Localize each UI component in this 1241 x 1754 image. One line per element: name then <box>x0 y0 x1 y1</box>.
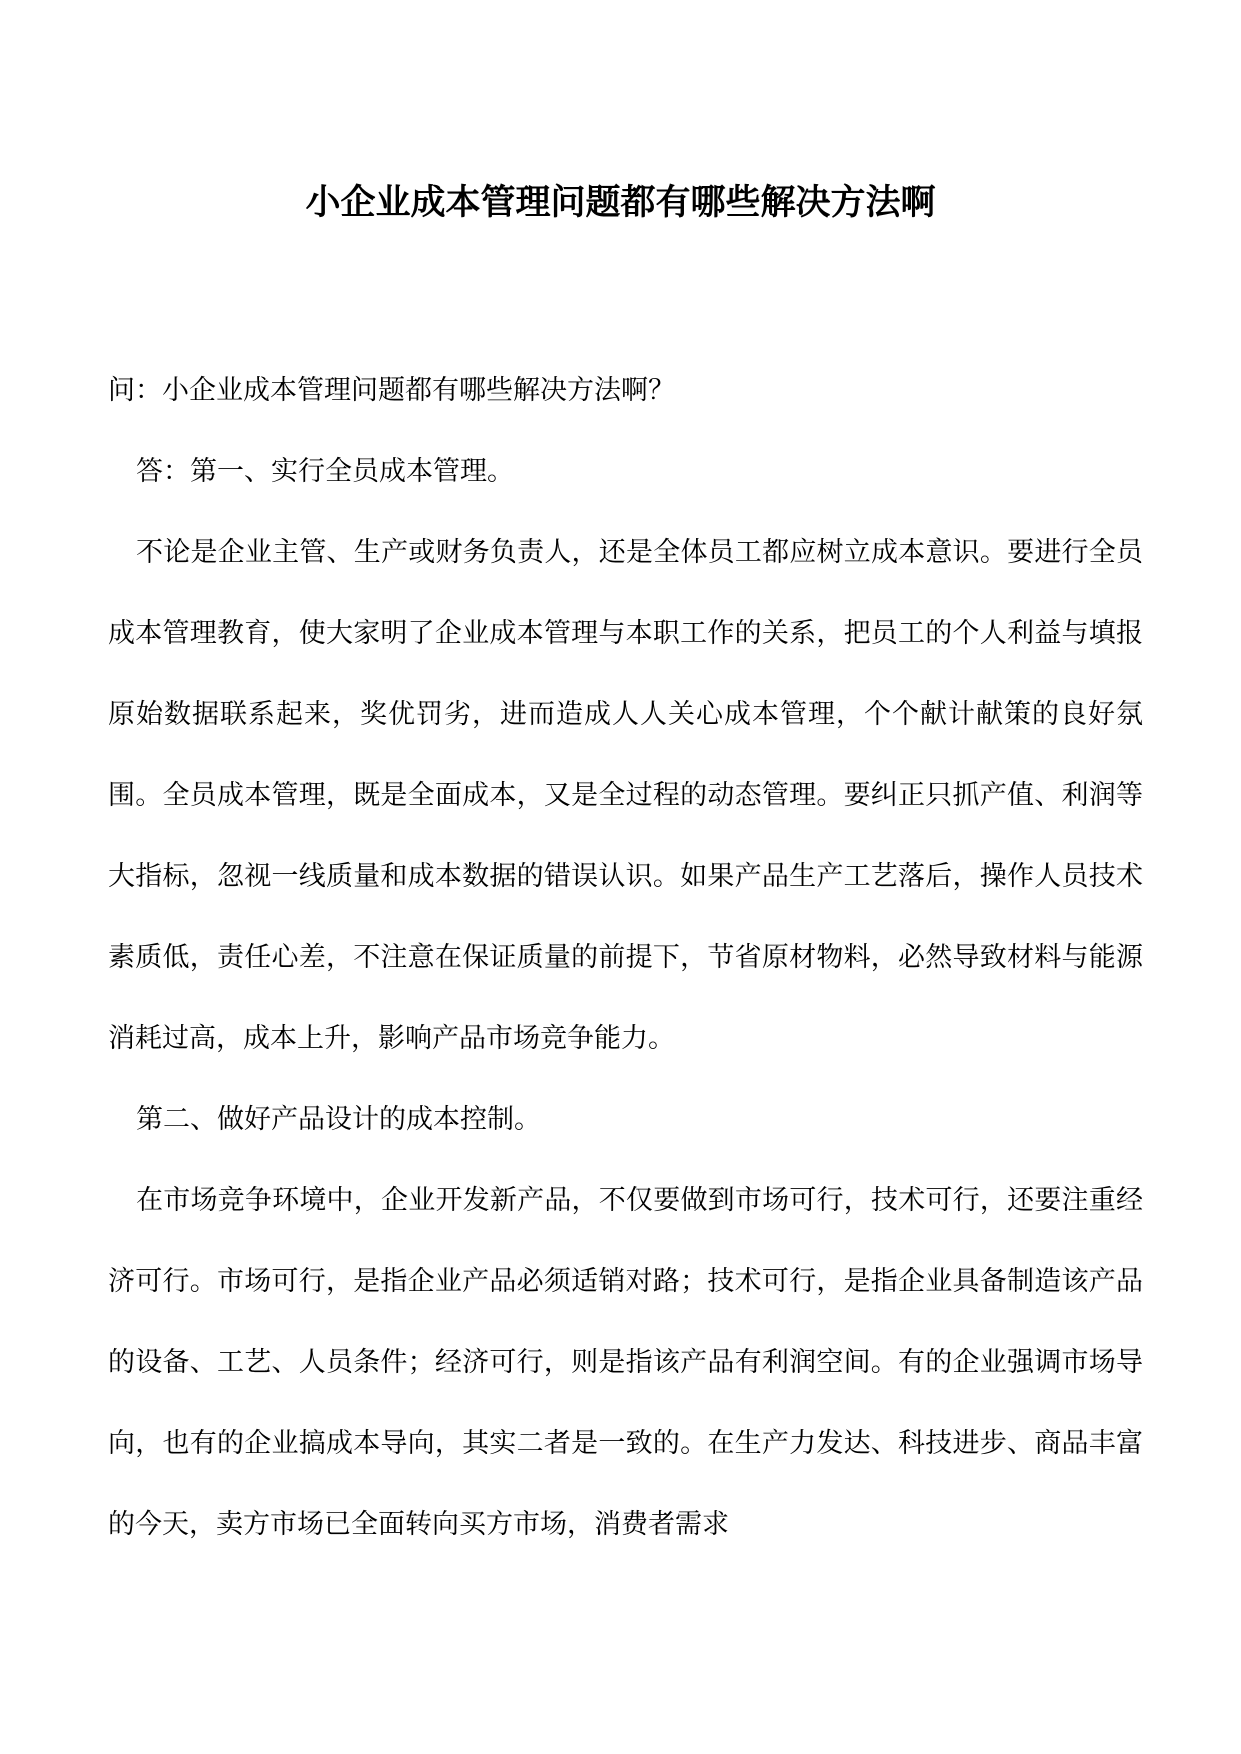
body-paragraph-2: 在市场竞争环境中，企业开发新产品，不仅要做到市场可行，技术可行，还要注重经济可行。市场可行，是指企业产品必须适销对路；技术可行，是指企业具备制造该产品的设备、工艺、人员条件；经济可行，则是指该产品有利润空间。有的企业强调市场导向，也有的企业搞成本导向，其实二者是一致的。在生产力发达、科技进步、商品丰富的今天，卖方市场已全面转向买方市场，消费者需求 <box>108 1185 1143 1540</box>
document-body <box>108 350 1143 1565</box>
answer-heading-1: 答：第一、实行全员成本管理。 <box>136 456 514 487</box>
body-paragraph-1: 不论是企业主管、生产或财务负责人，还是全体员工都应树立成本意识。要进行全员成本管理教育，使大家明了企业成本管理与本职工作的关系，把员工的个人利益与填报原始数据联系起来，奖优罚劣，进而造成人人关心成本管理，个个献计献策的良好氛围。全员成本管理，既是全面成本，又是全过程的动态管理。要纠正只抓产值、利润等大指标，忽视一线质量和成本数据的错误认识。如果产品生产工艺落后，操作人员技术素质低，责任心差，不注意在保证质量的前提下，节省原材物料，必然导致材料与能源消耗过高，成本上升，影响产品市场竞争能力。 <box>108 537 1143 1054</box>
question-paragraph: 问：小企业成本管理问题都有哪些解决方法啊？ <box>108 375 675 406</box>
answer-heading-2: 第二、做好产品设计的成本控制。 <box>136 1104 541 1135</box>
document-title: 小企业成本管理问题都有哪些解决方法啊 <box>305 182 936 224</box>
